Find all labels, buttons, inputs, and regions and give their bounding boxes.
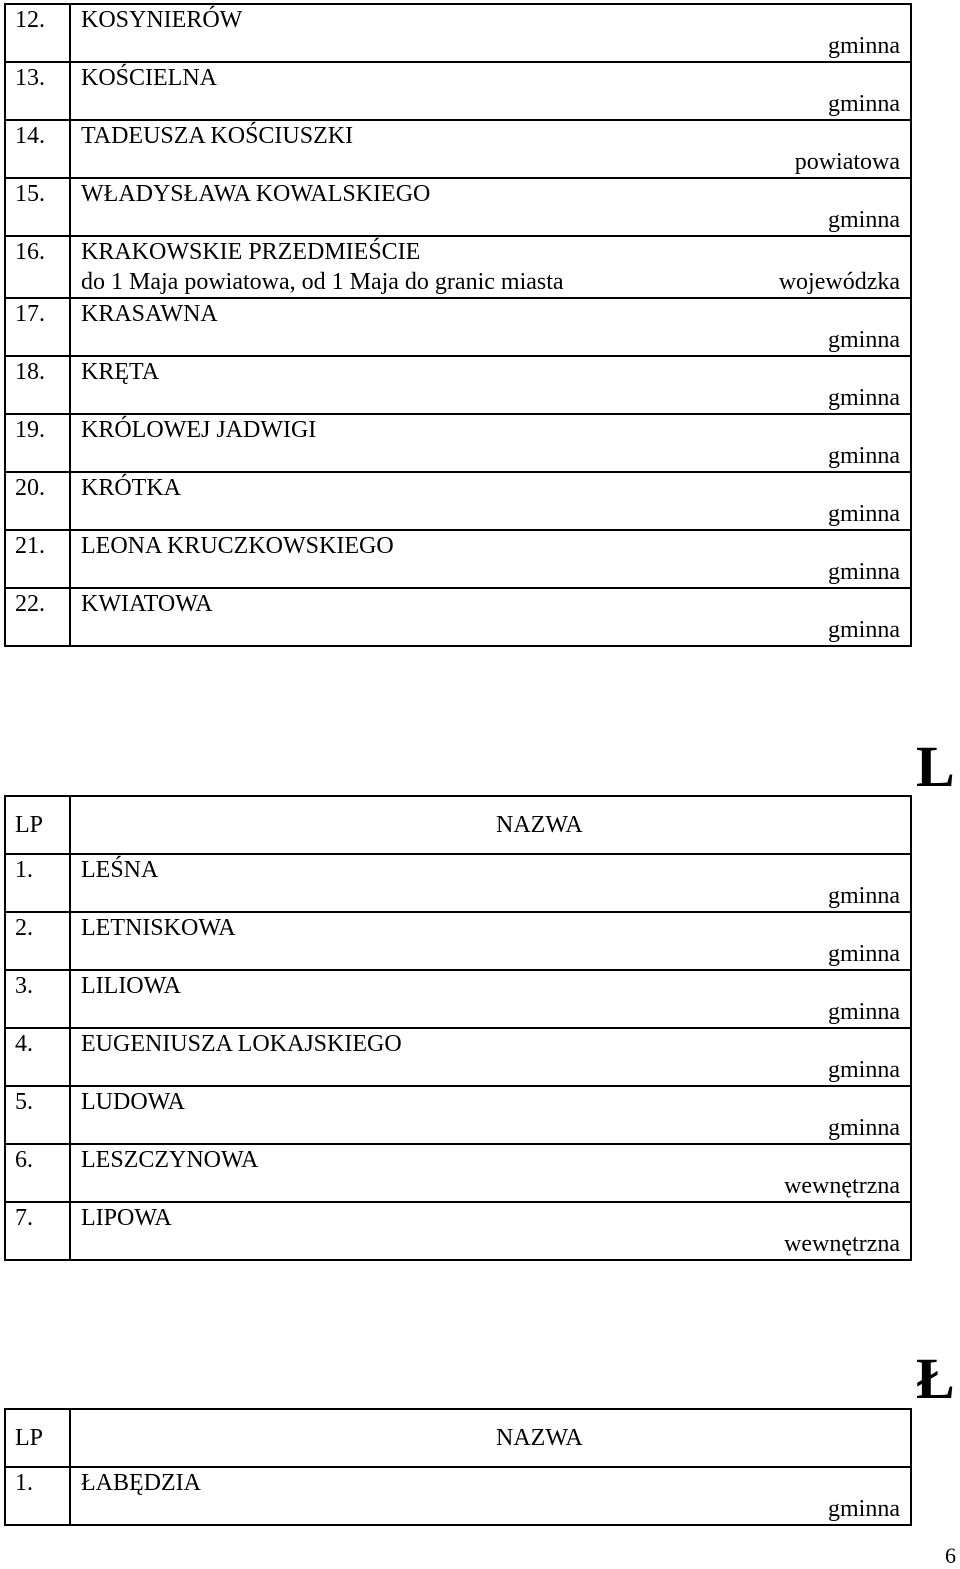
road-category: gminna: [828, 1057, 900, 1083]
row-cell: [70, 530, 911, 588]
row-cell: [70, 1028, 911, 1086]
section-letter-l: L: [916, 734, 955, 799]
road-category: gminna: [828, 1115, 900, 1141]
row-lp: 22.: [5, 588, 70, 646]
table-row: [5, 970, 911, 1028]
row-lp: 4.: [5, 1028, 70, 1086]
row-cell: [70, 1467, 911, 1525]
streets-table-l-stroke: [4, 1408, 912, 1526]
row-cell: [70, 236, 911, 298]
streets-table-k: [4, 3, 912, 647]
road-category: gminna: [828, 443, 900, 469]
row-cell: [70, 1144, 911, 1202]
road-category: wojewódzka: [778, 269, 900, 295]
street-name: LEONA KRUCZKOWSKIEGO: [81, 533, 394, 559]
table-row: [5, 236, 911, 298]
road-category: wewnętrzna: [784, 1231, 900, 1257]
row-cell: [70, 854, 911, 912]
row-cell: [70, 472, 911, 530]
header-name: NAZWA: [70, 1409, 911, 1467]
row-lp: 15.: [5, 178, 70, 236]
street-name: KRÓTKA: [81, 475, 181, 501]
row-cell: [70, 120, 911, 178]
header-lp: LP: [5, 796, 70, 854]
road-category: gminna: [828, 559, 900, 585]
table-row: [5, 120, 911, 178]
row-lp: 16.: [5, 236, 70, 298]
table-row: [5, 912, 911, 970]
table-header: [5, 796, 911, 854]
street-name: LEŚNA: [81, 857, 159, 883]
section-letter-l-stroke: Ł: [916, 1346, 955, 1411]
row-lp: 5.: [5, 1086, 70, 1144]
street-name: KOŚCIELNA: [81, 65, 217, 91]
road-category: gminna: [828, 327, 900, 353]
road-category: gminna: [828, 1496, 900, 1522]
road-category: gminna: [828, 999, 900, 1025]
street-name: KRÓLOWEJ JADWIGI: [81, 417, 317, 443]
table-row: [5, 1028, 911, 1086]
table-row: [5, 854, 911, 912]
row-cell: [70, 1202, 911, 1260]
row-lp: 18.: [5, 356, 70, 414]
street-name: TADEUSZA KOŚCIUSZKI: [81, 123, 354, 149]
table-row: [5, 356, 911, 414]
table-row: [5, 588, 911, 646]
row-cell: [70, 414, 911, 472]
street-name: KWIATOWA: [81, 591, 213, 617]
row-lp: 19.: [5, 414, 70, 472]
road-category: gminna: [828, 941, 900, 967]
table-row: [5, 1202, 911, 1260]
street-name: KRASAWNA: [81, 301, 218, 327]
street-name: LUDOWA: [81, 1089, 185, 1115]
table-row: [5, 4, 911, 62]
street-name: LETNISKOWA: [81, 915, 236, 941]
row-lp: 21.: [5, 530, 70, 588]
table-row: [5, 178, 911, 236]
street-name: KRAKOWSKIE PRZEDMIEŚCIE: [81, 239, 421, 265]
row-lp: 2.: [5, 912, 70, 970]
road-category: gminna: [828, 617, 900, 643]
row-lp: 14.: [5, 120, 70, 178]
road-category: gminna: [828, 91, 900, 117]
table-row: [5, 1144, 911, 1202]
row-lp: 7.: [5, 1202, 70, 1260]
table-row: [5, 298, 911, 356]
road-category: gminna: [828, 207, 900, 233]
street-name: EUGENIUSZA LOKAJSKIEGO: [81, 1031, 402, 1057]
row-cell: [70, 62, 911, 120]
row-lp: 12.: [5, 4, 70, 62]
road-category: gminna: [828, 385, 900, 411]
row-cell: [70, 356, 911, 414]
table-row: [5, 472, 911, 530]
row-lp: 13.: [5, 62, 70, 120]
road-category: powiatowa: [794, 149, 900, 175]
table-row: [5, 1467, 911, 1525]
row-lp: 6.: [5, 1144, 70, 1202]
table-row: [5, 414, 911, 472]
row-cell: [70, 1086, 911, 1144]
table-row: [5, 530, 911, 588]
row-lp: 3.: [5, 970, 70, 1028]
road-category: gminna: [828, 501, 900, 527]
row-cell: [70, 298, 911, 356]
row-cell: [70, 178, 911, 236]
table-header: [5, 1409, 911, 1467]
street-name: KOSYNIERÓW: [81, 7, 243, 33]
street-name: LIPOWA: [81, 1205, 172, 1231]
street-name: LESZCZYNOWA: [81, 1147, 259, 1173]
table-row: [5, 62, 911, 120]
street-name: ŁABĘDZIA: [81, 1470, 201, 1496]
table-row: [5, 1086, 911, 1144]
row-lp: 1.: [5, 1467, 70, 1525]
street-name: LILIOWA: [81, 973, 181, 999]
street-name: WŁADYSŁAWA KOWALSKIEGO: [81, 181, 431, 207]
header-name: NAZWA: [70, 796, 911, 854]
road-category: gminna: [828, 33, 900, 59]
street-note: do 1 Maja powiatowa, od 1 Maja do granic miasta: [81, 269, 564, 295]
row-cell: [70, 588, 911, 646]
street-name: KRĘTA: [81, 359, 160, 385]
row-lp: 17.: [5, 298, 70, 356]
road-category: gminna: [828, 883, 900, 909]
row-cell: [70, 4, 911, 62]
row-lp: 20.: [5, 472, 70, 530]
row-cell: [70, 970, 911, 1028]
streets-table-l: [4, 795, 912, 1261]
row-lp: 1.: [5, 854, 70, 912]
row-cell: [70, 912, 911, 970]
header-lp: LP: [5, 1409, 70, 1467]
road-category: wewnętrzna: [784, 1173, 900, 1199]
page-number: 6: [945, 1543, 956, 1568]
